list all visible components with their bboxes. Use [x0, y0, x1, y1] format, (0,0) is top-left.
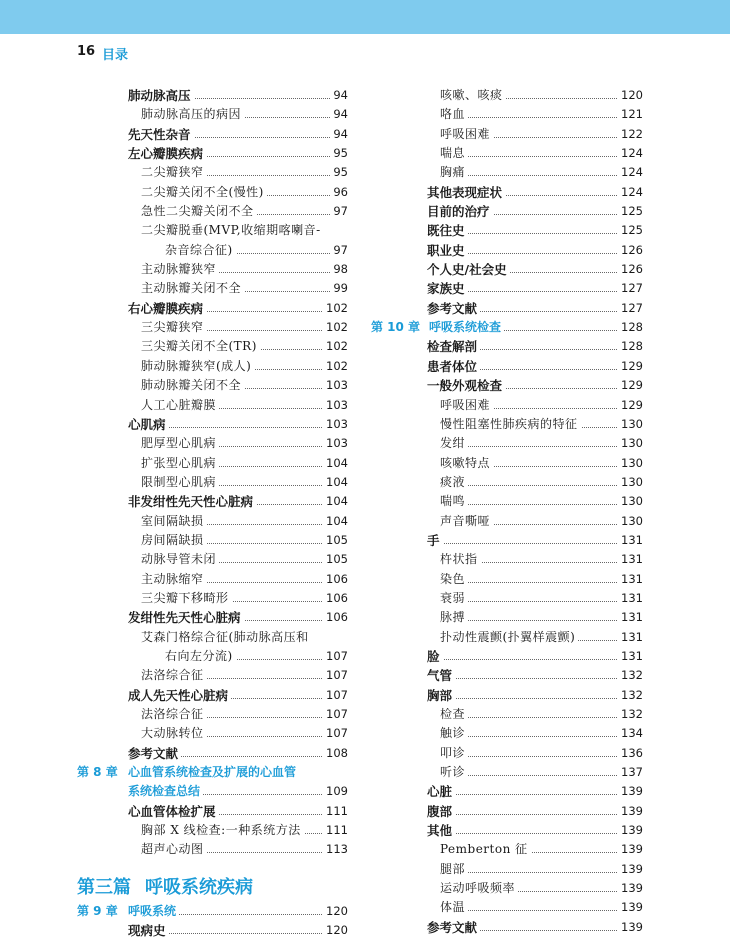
toc-entry-title: 艾森门格综合征(肺动脉高压和 [141, 628, 312, 647]
toc-entry-page: 131 [618, 550, 643, 569]
toc-entry-title: 个人史/社会史 [427, 260, 510, 279]
toc-entry-page: 139 [618, 802, 643, 821]
chapter-number: 第 9 章 [77, 904, 118, 918]
toc-entry[interactable] [365, 724, 643, 743]
dot-leader [427, 543, 637, 544]
part-title: 呼吸系统疾病 [145, 877, 253, 898]
toc-entry-title: 杵状指 [440, 550, 481, 569]
toc-entry[interactable] [0, 415, 348, 434]
chapter-number: 第 10 章 [371, 320, 421, 335]
toc-entry-title: 喘鸣 [440, 492, 468, 511]
toc-entry-title: 目前的治疗 [427, 202, 493, 221]
toc-entry[interactable] [0, 183, 348, 202]
toc-entry-page: 94 [330, 125, 348, 144]
toc-entry-page: 124 [618, 163, 643, 182]
toc-entry[interactable] [0, 570, 348, 589]
toc-entry[interactable] [365, 318, 643, 337]
toc-entry-page: 131 [618, 628, 643, 647]
toc-entry[interactable] [0, 376, 348, 395]
toc-entry[interactable] [365, 202, 643, 221]
toc-entry[interactable] [365, 879, 643, 898]
toc-entry-title: 超声心动图 [141, 840, 207, 859]
toc-entry[interactable] [365, 608, 643, 627]
toc-entry-title: 手 [427, 531, 443, 550]
toc-entry-page: 120 [323, 921, 348, 940]
toc-entry-title: 大动脉转位 [141, 724, 207, 743]
toc-entry-title: 房间隔缺损 [141, 531, 207, 550]
toc-entry[interactable] [0, 763, 348, 782]
dot-leader [440, 175, 637, 176]
toc-entry[interactable] [365, 512, 643, 531]
toc-entry-page: 97 [330, 202, 348, 221]
toc-entry[interactable] [0, 396, 348, 415]
dot-leader [440, 485, 637, 486]
toc-entry-title: 三尖瓣狭窄 [141, 318, 207, 337]
toc-entry-page: 139 [618, 840, 643, 859]
toc-entry[interactable] [0, 125, 348, 144]
toc-entry-page: 130 [618, 415, 643, 434]
toc-entry-page: 131 [618, 531, 643, 550]
toc-entry-title: 非发绀性先天性心脏病 [128, 492, 256, 511]
toc-entry-page: 106 [323, 570, 348, 589]
running-title: 目录 [102, 48, 129, 63]
toc-entry-page: 103 [323, 415, 348, 434]
toc-entry[interactable] [0, 666, 348, 685]
toc-entry[interactable] [0, 105, 348, 124]
toc-entry-title: 腿部 [440, 860, 468, 879]
toc-entry[interactable] [365, 125, 643, 144]
toc-entry-page: 124 [618, 183, 643, 202]
toc-entry-page: 126 [618, 260, 643, 279]
toc-entry[interactable] [0, 299, 348, 318]
toc-entry-page: 137 [618, 763, 643, 782]
dot-leader [440, 775, 637, 776]
toc-entry[interactable] [0, 473, 348, 492]
toc-entry[interactable] [365, 666, 643, 685]
toc-entry-title: 腹部 [427, 802, 455, 821]
toc-entry[interactable] [365, 782, 643, 801]
toc-entry-title: 主动脉缩窄 [141, 570, 207, 589]
toc-entry[interactable] [0, 318, 348, 337]
dot-leader [427, 833, 637, 834]
toc-entry-page: 104 [323, 473, 348, 492]
toc-entry-page: 132 [618, 686, 643, 705]
toc-entry-page: 104 [323, 454, 348, 473]
toc-entry-title: 动脉导管未闭 [141, 550, 219, 569]
part-label: 第三篇 [77, 877, 131, 898]
toc-entry-title [77, 902, 179, 921]
toc-entry[interactable] [0, 260, 348, 279]
toc-entry-title: 参考文献 [427, 918, 480, 937]
toc-entry-page: 98 [330, 260, 348, 279]
toc-entry[interactable] [365, 279, 643, 298]
toc-entry-title: 主动脉瓣关闭不全 [141, 279, 244, 298]
toc-entry[interactable] [365, 105, 643, 124]
toc-entry-title: Pemberton 征 [440, 840, 531, 859]
toc-entry-title: 慢性阻塞性肺疾病的特征 [440, 415, 581, 434]
toc-entry[interactable] [0, 550, 348, 569]
dot-leader [427, 659, 637, 660]
dot-leader [440, 582, 637, 583]
toc-entry-title: 二尖瓣狭窄 [141, 163, 207, 182]
toc-entry-title: 扩张型心肌病 [141, 454, 219, 473]
toc-entry[interactable] [0, 144, 348, 163]
toc-entry-title: 右心瓣膜疾病 [128, 299, 206, 318]
toc-entry[interactable] [365, 918, 643, 937]
toc-entry[interactable] [0, 840, 348, 859]
toc-entry-page: 139 [618, 860, 643, 879]
toc-entry-title: 室间隔缺损 [141, 512, 207, 531]
toc-entry[interactable] [365, 647, 643, 666]
toc-entry-page: 95 [330, 144, 348, 163]
toc-entry-page: 130 [618, 512, 643, 531]
toc-entry-title: 肥厚型心肌病 [141, 434, 219, 453]
toc-entry[interactable] [0, 782, 348, 801]
toc-entry-page: 102 [323, 337, 348, 356]
toc-entry[interactable] [0, 531, 348, 550]
chapter-number: 第 8 章 [77, 765, 118, 780]
toc-entry-page: 108 [323, 744, 348, 763]
toc-entry-title: 染色 [440, 570, 468, 589]
toc-entry-page: 131 [618, 589, 643, 608]
toc-entry-title: 杂音综合征) [165, 241, 236, 260]
toc-entry-page: 94 [330, 86, 348, 105]
toc-entry-page: 125 [618, 202, 643, 221]
toc-entry-page: 107 [323, 647, 348, 666]
toc-entry-title: 脸 [427, 647, 443, 666]
toc-entry-page: 124 [618, 144, 643, 163]
toc-entry-page: 111 [323, 821, 348, 840]
dot-leader [427, 678, 637, 679]
dot-leader [427, 698, 637, 699]
toc-entry[interactable] [0, 802, 348, 821]
toc-entry[interactable] [0, 512, 348, 531]
dot-leader [440, 117, 637, 118]
toc-entry[interactable] [365, 744, 643, 763]
toc-entry[interactable] [0, 821, 348, 840]
toc-entry[interactable] [0, 724, 348, 743]
toc-entry-title: 三尖瓣下移畸形 [141, 589, 232, 608]
toc-entry-page: 139 [618, 821, 643, 840]
toc-entry-page: 134 [618, 724, 643, 743]
toc-entry-title: 参考文献 [427, 299, 480, 318]
toc-entry-title: 体温 [440, 898, 468, 917]
toc-entry[interactable] [365, 260, 643, 279]
toc-entry[interactable] [365, 396, 643, 415]
toc-entry[interactable] [365, 434, 643, 453]
toc-entry-page: 94 [330, 105, 348, 124]
toc-entry-title: 一般外观检查 [427, 376, 505, 395]
toc-entry-page: 105 [323, 531, 348, 550]
toc-entry[interactable] [0, 647, 348, 666]
toc-entry-page: 129 [618, 396, 643, 415]
toc-entry-page: 102 [323, 299, 348, 318]
toc-entry-page: 139 [618, 898, 643, 917]
toc-entry[interactable] [365, 183, 643, 202]
toc-entry[interactable] [365, 415, 643, 434]
toc-entry-title: 急性二尖瓣关闭不全 [141, 202, 257, 221]
toc-entry-title: 胸痛 [440, 163, 468, 182]
toc-entry-title: 家族史 [427, 279, 468, 298]
toc-entry-page: 131 [618, 608, 643, 627]
toc-left-column [0, 86, 360, 860]
toc-entry-title: 运动呼吸频率 [440, 879, 518, 898]
toc-entry-title: 声音嘶哑 [440, 512, 493, 531]
toc-entry-title: 咳嗽、咳痰 [440, 86, 506, 105]
toc-entry[interactable] [0, 902, 348, 921]
toc-entry[interactable] [365, 531, 643, 550]
toc-entry[interactable] [365, 221, 643, 240]
toc-entry-page: 126 [618, 241, 643, 260]
toc-entry-page: 130 [618, 473, 643, 492]
toc-entry-title: 咳嗽特点 [440, 454, 493, 473]
toc-entry-title: 痰液 [440, 473, 468, 492]
toc-entry-page: 129 [618, 357, 643, 376]
toc-entry-title: 三尖瓣关闭不全(TR) [141, 337, 260, 356]
toc-entry[interactable] [365, 337, 643, 356]
toc-entry[interactable] [365, 763, 643, 782]
toc-entry-title: 二尖瓣关闭不全(慢性) [141, 183, 267, 202]
toc-entry-title: 呼吸困难 [440, 396, 493, 415]
toc-entry-page: 136 [618, 744, 643, 763]
toc-entry-title: 二尖瓣脱垂(MVP,收缩期喀喇音- [141, 221, 324, 240]
chapter-title: 呼吸系统检查 [429, 320, 502, 335]
toc-entry-page: 107 [323, 724, 348, 743]
toc-entry[interactable] [365, 473, 643, 492]
toc-entry-title: 喘息 [440, 144, 468, 163]
toc-entry-title: 检查解剖 [427, 337, 480, 356]
dot-leader [440, 620, 637, 621]
toc-entry-title [77, 763, 299, 782]
toc-entry-page: 129 [618, 376, 643, 395]
toc-entry-page: 107 [323, 686, 348, 705]
toc-entry-title: 触诊 [440, 724, 468, 743]
toc-entry-title: 肺动脉瓣狭窄(成人) [141, 357, 254, 376]
toc-entry-title: 扑动性震颤(扑翼样震颤) [440, 628, 578, 647]
toc-entry-page: 139 [618, 782, 643, 801]
toc-entry-title: 肺动脉高压 [128, 86, 194, 105]
toc-entry-page: 122 [618, 125, 643, 144]
toc-entry-title: 其他表现症状 [427, 183, 505, 202]
toc-entry-page: 121 [618, 105, 643, 124]
toc-entry[interactable] [365, 589, 643, 608]
toc-entry-page: 120 [618, 86, 643, 105]
toc-entry-page: 99 [330, 279, 348, 298]
toc-entry[interactable] [0, 744, 348, 763]
toc-entry-page: 102 [323, 357, 348, 376]
page-number: 16 [77, 44, 96, 59]
toc-entry[interactable] [365, 628, 643, 647]
toc-entry-title: 发绀性先天性心脏病 [128, 608, 244, 627]
toc-entry-page: 103 [323, 396, 348, 415]
toc-entry[interactable] [0, 628, 348, 647]
toc-entry-title: 既往史 [427, 221, 468, 240]
toc-entry[interactable] [0, 589, 348, 608]
toc-entry-title: 系统检查总结 [128, 782, 203, 801]
toc-entry-title: 气管 [427, 666, 455, 685]
toc-entry-title: 患者体位 [427, 357, 480, 376]
toc-entry[interactable] [0, 921, 348, 940]
toc-entry-title: 听诊 [440, 763, 468, 782]
toc-entry-title: 肺动脉瓣关闭不全 [141, 376, 244, 395]
toc-entry-title: 脉搏 [440, 608, 468, 627]
toc-entry[interactable] [0, 241, 348, 260]
toc-entry-page: 139 [618, 918, 643, 937]
toc-entry[interactable] [0, 492, 348, 511]
toc-entry-page: 139 [618, 879, 643, 898]
toc-entry-page: 127 [618, 279, 643, 298]
toc-entry-title: 参考文献 [128, 744, 181, 763]
dot-leader [440, 872, 637, 873]
toc-entry[interactable] [0, 337, 348, 356]
toc-entry-title: 右向左分流) [165, 647, 236, 666]
toc-entry-title: 咯血 [440, 105, 468, 124]
toc-entry-title: 其他 [427, 821, 455, 840]
toc-entry[interactable] [365, 802, 643, 821]
dot-leader [440, 736, 637, 737]
toc-entry-page: 106 [323, 608, 348, 627]
dot-leader [427, 814, 637, 815]
toc-entry-title: 胸部 [427, 686, 455, 705]
part-heading [77, 873, 267, 899]
dot-leader [440, 756, 637, 757]
toc-entry-title: 叩诊 [440, 744, 468, 763]
toc-entry[interactable] [365, 550, 643, 569]
toc-entry-page: 131 [618, 570, 643, 589]
toc-entry-title [371, 318, 504, 337]
toc-entry-page: 111 [323, 802, 348, 821]
toc-entry[interactable] [365, 86, 643, 105]
toc-entry[interactable] [365, 163, 643, 182]
toc-entry[interactable] [365, 241, 643, 260]
toc-entry-title: 左心瓣膜疾病 [128, 144, 206, 163]
toc-entry[interactable] [0, 163, 348, 182]
toc-entry-title: 职业史 [427, 241, 468, 260]
toc-entry-page: 128 [618, 337, 643, 356]
toc-entry[interactable] [365, 840, 643, 859]
toc-entry[interactable] [365, 570, 643, 589]
dot-leader [440, 156, 637, 157]
toc-entry[interactable] [0, 202, 348, 221]
toc-entry-title: 先天性杂音 [128, 125, 194, 144]
dot-leader [440, 504, 637, 505]
toc-entry-page: 132 [618, 666, 643, 685]
toc-entry-title: 现病史 [128, 921, 169, 940]
toc-entry[interactable] [0, 454, 348, 473]
toc-entry-title: 发绀 [440, 434, 468, 453]
toc-entry[interactable] [0, 705, 348, 724]
toc-entry-page: 128 [618, 318, 643, 337]
toc-entry-page: 127 [618, 299, 643, 318]
toc-entry-page: 109 [323, 782, 348, 801]
toc-entry-page: 104 [323, 512, 348, 531]
toc-right-column [365, 86, 730, 937]
top-color-band [0, 0, 730, 34]
toc-entry-title: 成人先天性心脏病 [128, 686, 231, 705]
toc-entry-page: 130 [618, 434, 643, 453]
toc-entry-title: 检查 [440, 705, 468, 724]
toc-entry[interactable] [0, 434, 348, 453]
toc-entry-title: 限制型心肌病 [141, 473, 219, 492]
toc-entry-page: 131 [618, 647, 643, 666]
toc-entry-title: 呼吸困难 [440, 125, 493, 144]
toc-entry[interactable] [365, 144, 643, 163]
toc-entry-title: 心肌病 [128, 415, 169, 434]
toc-entry-page: 106 [323, 589, 348, 608]
toc-entry-title: 法洛综合征 [141, 666, 207, 685]
toc-entry-page: 102 [323, 318, 348, 337]
toc-entry-page: 120 [323, 902, 348, 921]
toc-entry-page: 95 [330, 163, 348, 182]
toc-entry[interactable] [0, 221, 348, 240]
toc-entry[interactable] [365, 454, 643, 473]
toc-entry[interactable] [365, 357, 643, 376]
toc-entry[interactable] [365, 860, 643, 879]
dot-leader [440, 910, 637, 911]
toc-entry[interactable] [0, 357, 348, 376]
toc-entry-page: 132 [618, 705, 643, 724]
toc-entry[interactable] [365, 376, 643, 395]
toc-entry-page: 97 [330, 241, 348, 260]
toc-entry-title: 人工心脏瓣膜 [141, 396, 219, 415]
toc-entry-title: 心脏 [427, 782, 455, 801]
toc-entry-page: 130 [618, 454, 643, 473]
dot-leader [440, 601, 637, 602]
toc-entry-page: 107 [323, 666, 348, 685]
toc-entry-page: 105 [323, 550, 348, 569]
chapter-title: 心血管系统检查及扩展的心血管 [128, 765, 297, 780]
dot-leader [427, 794, 637, 795]
toc-entry[interactable] [365, 821, 643, 840]
toc-entry[interactable] [365, 705, 643, 724]
toc-entry-page: 96 [330, 183, 348, 202]
toc-left-bottom [0, 902, 360, 941]
toc-entry[interactable] [365, 686, 643, 705]
toc-entry[interactable] [0, 686, 348, 705]
toc-entry[interactable] [365, 492, 643, 511]
toc-entry[interactable] [0, 279, 348, 298]
toc-entry[interactable] [0, 608, 348, 627]
chapter-title: 呼吸系统 [128, 904, 177, 918]
dot-leader [440, 446, 637, 447]
toc-entry[interactable] [0, 86, 348, 105]
toc-entry-title: 心血管体检扩展 [128, 802, 219, 821]
dot-leader [440, 717, 637, 718]
toc-entry[interactable] [365, 299, 643, 318]
toc-entry-page: 130 [618, 492, 643, 511]
toc-entry-title: 胸部 X 线检查:一种系统方法 [141, 821, 304, 840]
toc-entry-page: 104 [323, 492, 348, 511]
toc-entry-page: 103 [323, 376, 348, 395]
toc-entry-page: 113 [323, 840, 348, 859]
toc-entry[interactable] [365, 898, 643, 917]
toc-entry-title: 衰弱 [440, 589, 468, 608]
toc-entry-title: 法洛综合征 [141, 705, 207, 724]
toc-entry-page: 103 [323, 434, 348, 453]
toc-entry-page: 125 [618, 221, 643, 240]
toc-entry-title: 肺动脉高压的病因 [141, 105, 244, 124]
toc-entry-page: 107 [323, 705, 348, 724]
toc-entry-title: 主动脉瓣狭窄 [141, 260, 219, 279]
